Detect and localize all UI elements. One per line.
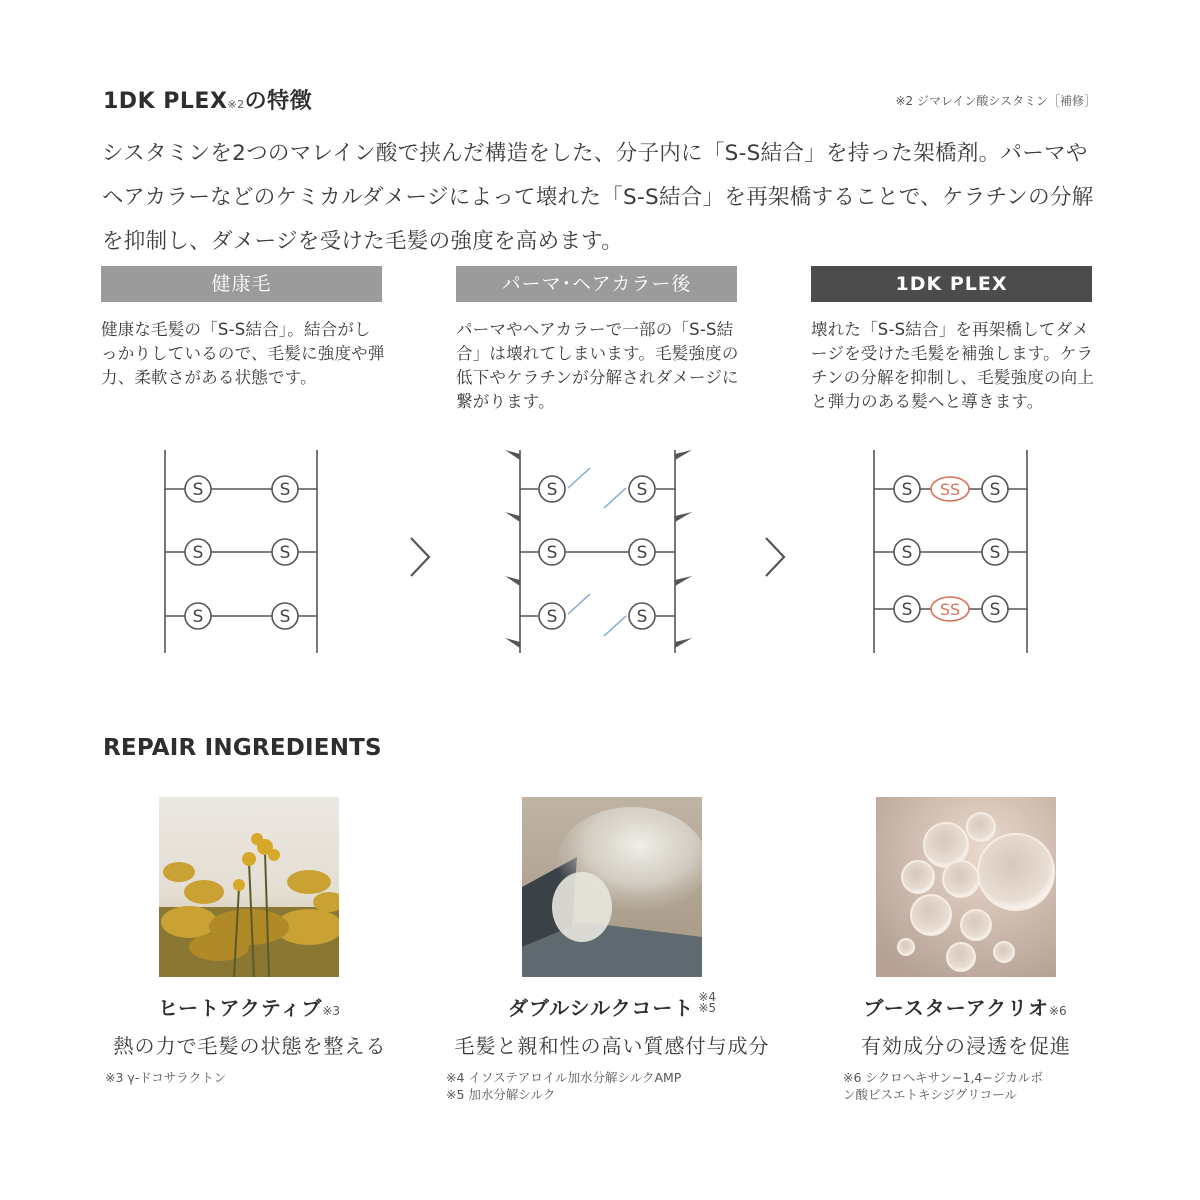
- sulfur-atom: S: [901, 480, 913, 500]
- ingredient-note-double-silk: [446, 1069, 746, 1103]
- sulfur-atom: S: [636, 607, 648, 627]
- footnote-mark: ※4: [698, 990, 717, 1004]
- crosslink-bridge: SS: [939, 480, 961, 499]
- sulfur-atom: S: [546, 480, 558, 500]
- sulfur-atom: S: [279, 480, 291, 500]
- sulfur-atom: S: [279, 543, 291, 563]
- diagram-plex: [868, 448, 1038, 658]
- ingredient-name-text: ダブルシルクコート: [507, 996, 695, 1020]
- diagram-damaged: [500, 448, 700, 658]
- ingredient-name-text: ブースターアクリオ: [863, 996, 1049, 1020]
- sulfur-atom: S: [636, 480, 648, 500]
- stage-header-healthy: 健康毛: [101, 266, 382, 302]
- stage-header-plex: 1DK PLEX: [811, 266, 1092, 302]
- stage-desc-damaged: パーマやヘアカラーで一部の「S-S結合」は壊れてしまいます。毛髪強度の低下やケラチンが分解されダメージに繋がります。: [456, 320, 739, 411]
- sulfur-atom: S: [546, 543, 558, 563]
- repair-ingredients-title: REPAIR INGREDIENTS: [103, 735, 382, 761]
- note-line: ※4 イソステアロイル加水分解シルクAMP: [446, 1070, 682, 1085]
- note-line: ※3 γ-ドコサラクトン: [105, 1070, 227, 1085]
- note-line: ン酸ビスエトキシジグリコール: [843, 1087, 1017, 1102]
- title-footnote-mark: ※2: [227, 98, 245, 111]
- sulfur-atom: S: [636, 543, 648, 563]
- sulfur-atom: S: [901, 600, 913, 620]
- silk-powder-photo: [522, 797, 702, 977]
- sulfur-atom: S: [192, 607, 204, 627]
- sulfur-atom: S: [989, 543, 1001, 563]
- sulfur-atom: S: [546, 607, 558, 627]
- rapeseed-flower-photo: [159, 797, 339, 977]
- sulfur-atom: S: [989, 600, 1001, 620]
- section-title: [103, 84, 312, 115]
- crosslink-bridge: SS: [939, 600, 961, 619]
- sulfur-atom: S: [192, 480, 204, 500]
- title-main: 1DK PLEX: [103, 89, 228, 114]
- intro-paragraph: シスタミンを2つのマレイン酸で挟んだ構造をした、分子内に「S-S結合」を持った架橋剤。パーマやヘアカラーなどのケミカルダメージによって壊れた「S-S結合」を再架橋することで、ケラチンの分解を抑制し、ダメージを受けた毛髪の強度を高めます。: [102, 141, 1094, 254]
- note-line: ※5 加水分解シルク: [446, 1087, 556, 1102]
- stage-desc-plex: 壊れた「S-S結合」を再架橋してダメージを受けた毛髪を補強します。ケラチンの分解を抑制し、毛髪強度の向上と弾力のある髪へと導きます。: [811, 320, 1095, 411]
- sulfur-atom: S: [901, 543, 913, 563]
- chevron-right-icon: [760, 535, 790, 579]
- ingredient-desc-booster: 有効成分の浸透を促進: [861, 1034, 1071, 1058]
- sulfur-atom: S: [192, 543, 204, 563]
- ingredient-name-double-silk: [462, 992, 762, 1021]
- title-suffix: の特徴: [244, 89, 313, 114]
- ingredient-note-heat-active: [105, 1069, 365, 1086]
- footnote-mark-stack: [698, 992, 716, 1014]
- diagram-healthy: [160, 448, 325, 658]
- stage-header-damaged: パーマ･ヘアカラー後: [456, 266, 737, 302]
- footnote-2: ※2 ジマレイン酸シスタミン［補修］: [895, 94, 1096, 108]
- bubbles-photo: [876, 797, 1056, 977]
- sulfur-atom: S: [989, 480, 1001, 500]
- footnote-mark: ※6: [1048, 1004, 1067, 1018]
- ingredient-desc-double-silk: 毛髪と親和性の高い質感付与成分: [454, 1034, 770, 1058]
- ingredient-note-booster: [843, 1069, 1123, 1103]
- footnote-mark: ※5: [698, 1001, 717, 1015]
- chevron-right-icon: [405, 535, 435, 579]
- ingredient-name-booster: [830, 992, 1100, 1021]
- ingredient-name-text: ヒートアクティブ: [157, 996, 323, 1020]
- ingredient-desc-heat-active: 熱の力で毛髪の状態を整える: [113, 1034, 387, 1058]
- note-line: ※6 シクロヘキサン−1,4−ジカルボ: [843, 1070, 1043, 1085]
- stage-desc-healthy: 健康な毛髪の「S-S結合」。結合がしっかりしているので、毛髪に強度や弾力、柔軟さがある状態です。: [101, 320, 385, 387]
- sulfur-atom: S: [279, 607, 291, 627]
- ingredient-name-heat-active: [115, 992, 383, 1021]
- footnote-mark: ※3: [322, 1004, 341, 1018]
